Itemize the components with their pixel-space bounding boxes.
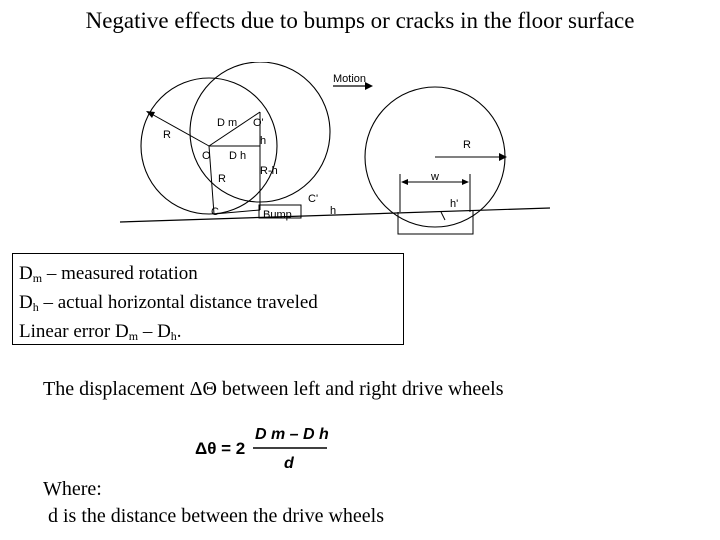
- label-Dh: D h: [229, 150, 247, 162]
- label-R-right: R: [463, 139, 471, 151]
- radius-arrow: [148, 112, 209, 146]
- formula-numerator: D m – D h: [255, 426, 329, 443]
- label-O: O: [202, 150, 211, 162]
- label-h: h: [260, 135, 267, 147]
- label-R-mid: R: [218, 173, 226, 185]
- where-label: Where:: [43, 478, 102, 500]
- label-C-prime: C': [308, 193, 319, 205]
- label-w: w: [431, 171, 439, 183]
- displacement-formula: [195, 420, 365, 476]
- definition-dh: $D_h$ – actual horizontal distance traveled: [19, 292, 318, 314]
- formula-lhs: Δθ = 2: [195, 439, 246, 458]
- definition-linear-error: Linear error $D_m - D_h$.: [19, 321, 182, 343]
- displacement-text: The displacement ΔΘ between left and right drive wheels: [43, 378, 504, 400]
- definitions-box: [12, 253, 404, 345]
- motion-arrowhead: [365, 82, 373, 90]
- d-definition: d is the distance between the drive wheels: [48, 505, 384, 527]
- label-bump: Bump: [263, 209, 292, 221]
- page-title: Negative effects due to bumps or cracks in the floor surface: [85, 8, 635, 33]
- definition-dm: $D_m$ – measured rotation: [19, 263, 198, 285]
- label-O-prime: O': [253, 117, 264, 129]
- label-motion: Motion: [333, 73, 367, 85]
- label-R-minus-h: R-h: [260, 165, 278, 177]
- formula-denominator: d: [284, 455, 294, 472]
- label-h-lower: h: [330, 205, 337, 217]
- label-h-prime: h': [450, 198, 459, 210]
- wheel-bump-diagram: [115, 62, 555, 242]
- label-R-left: R: [163, 129, 171, 141]
- label-Dm: D m: [217, 117, 238, 129]
- label-C: C: [211, 206, 219, 218]
